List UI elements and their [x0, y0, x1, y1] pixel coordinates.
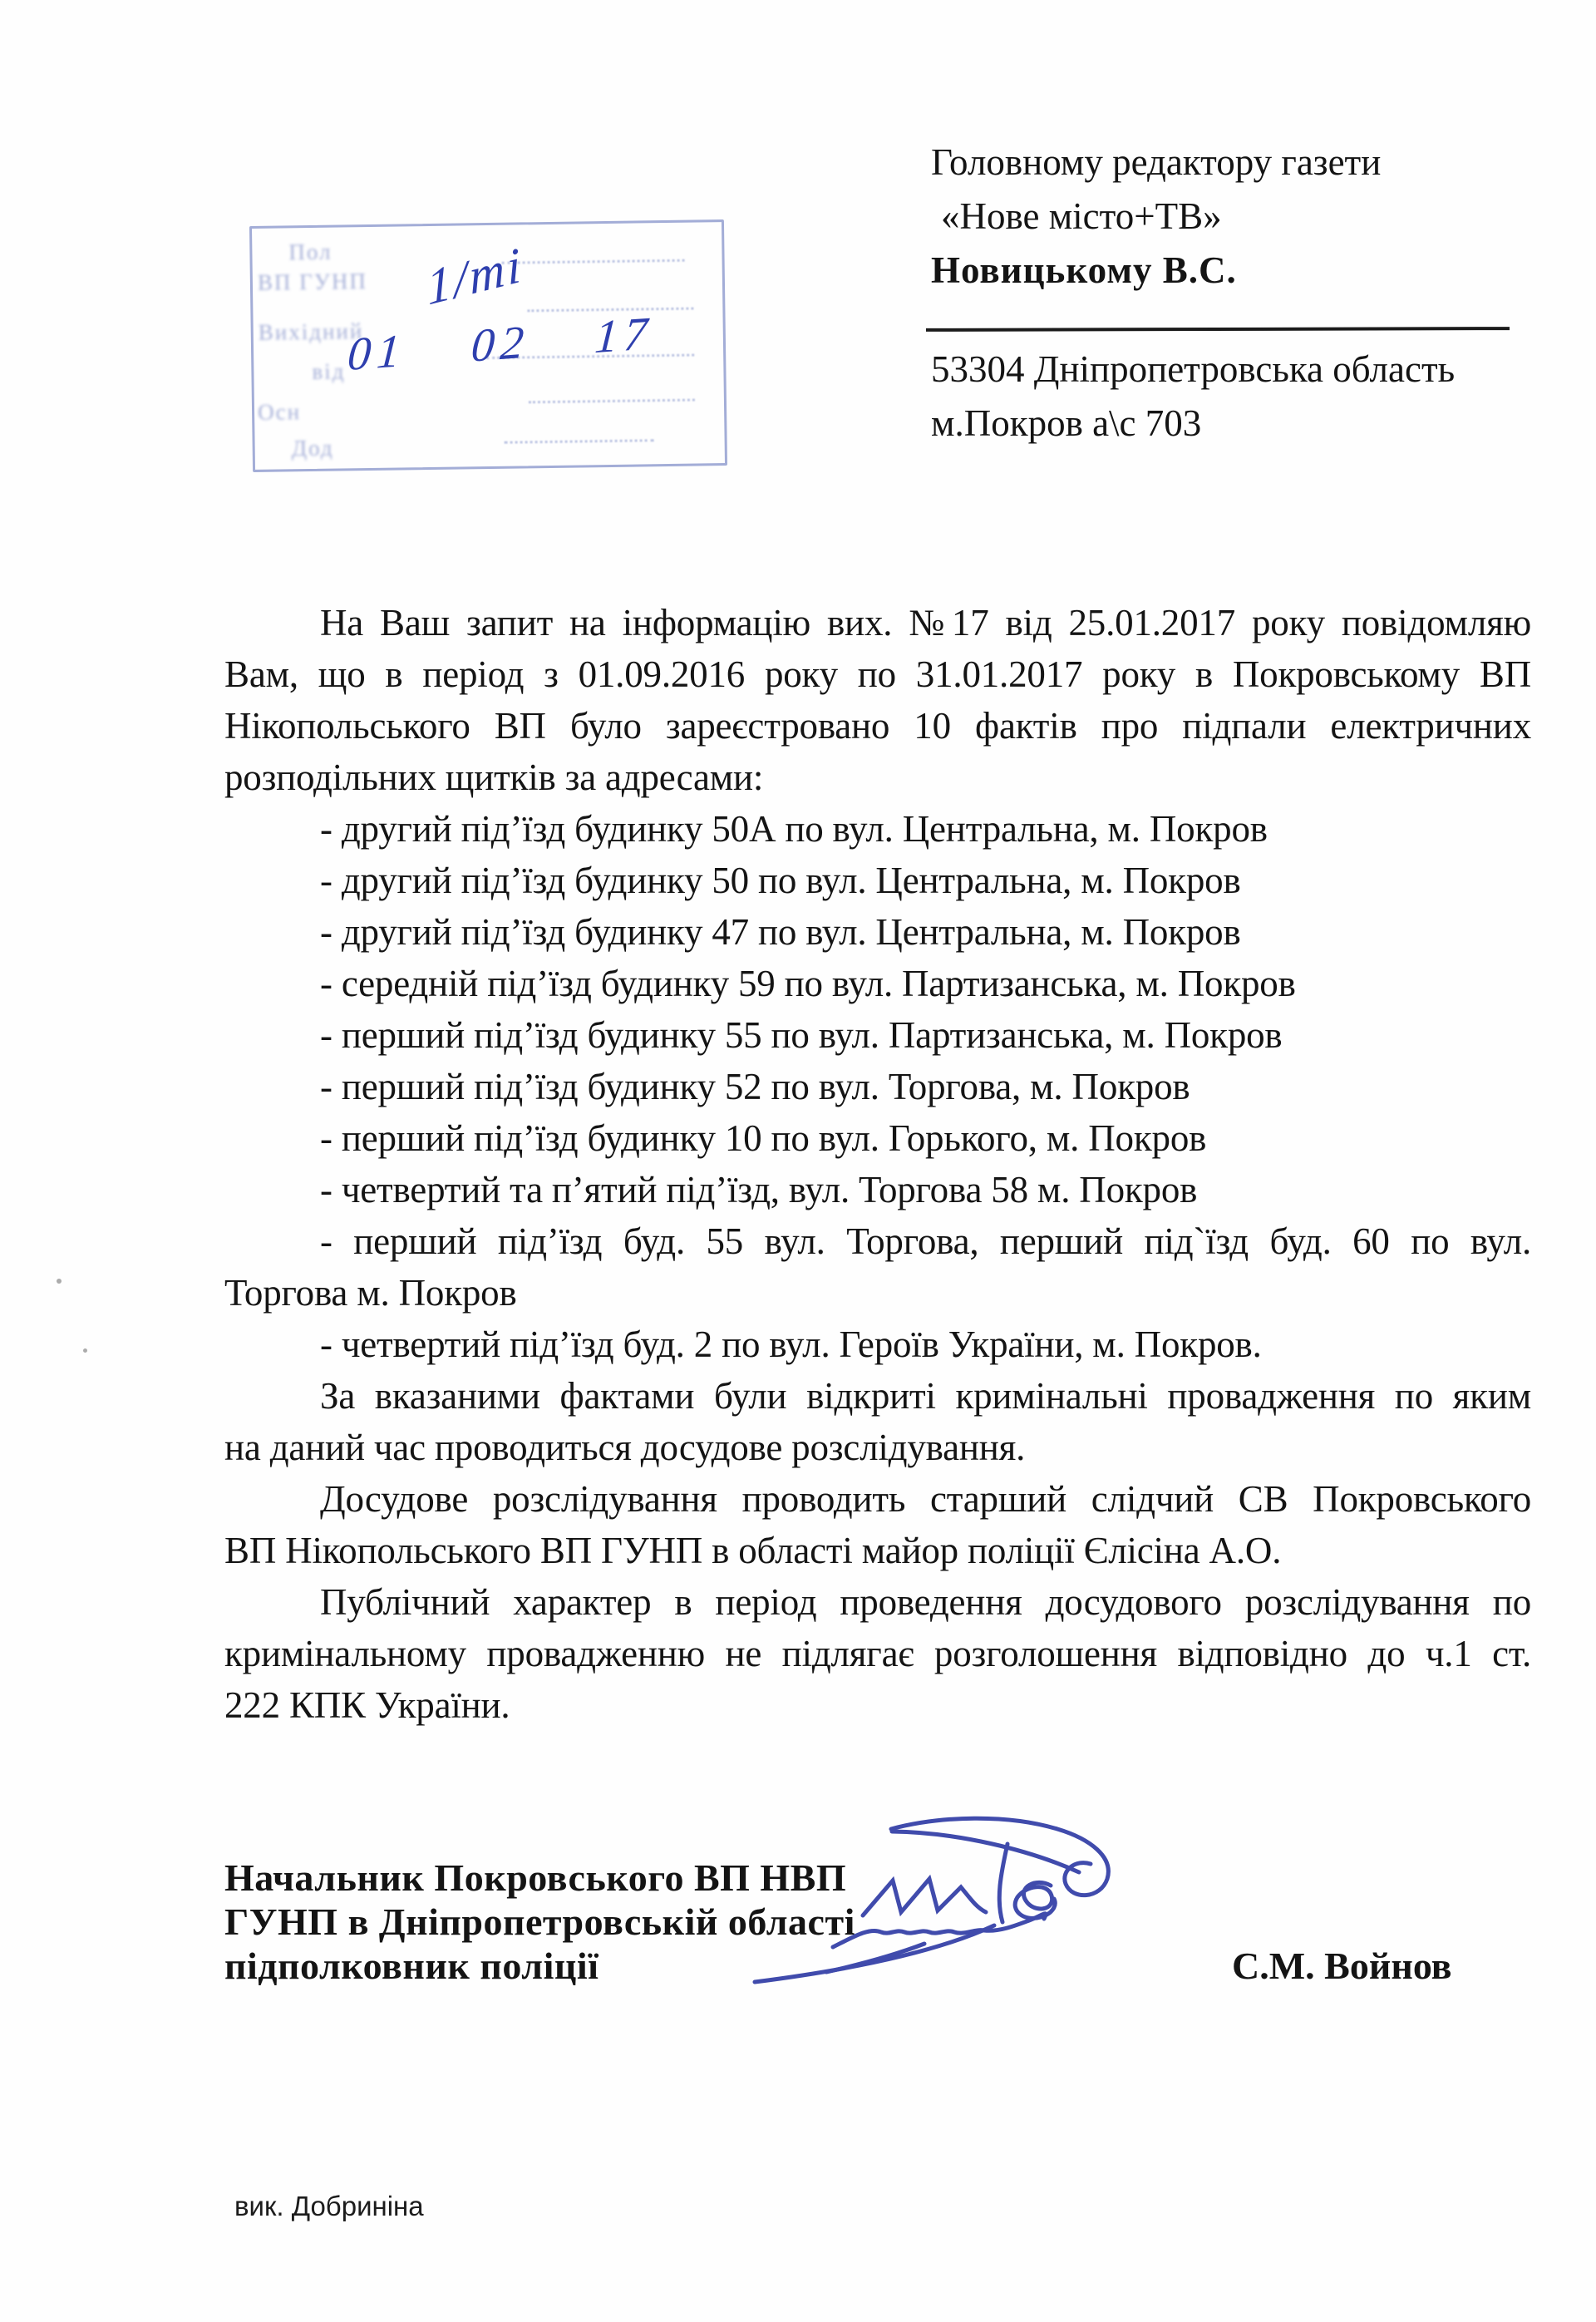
body-line: розподільних щитків за адресами:	[224, 757, 764, 798]
body-line: Публічний характер в період проведення досудового розслідування по	[320, 1581, 1531, 1623]
body-line: 222 КПК України.	[224, 1684, 510, 1726]
body-line: За вказаними фактами були відкриті кримінальні провадження по яким	[320, 1375, 1531, 1417]
addressee-region: 53304 Дніпропетровська область	[931, 348, 1456, 390]
addressee-block	[931, 136, 1564, 451]
address-list-item: - другий під’їзд будинку 47 по вул. Центральна, м. Покров	[320, 911, 1241, 953]
addressee-city: м.Покров а\с 703	[931, 402, 1202, 444]
address-list-item: - перший під’їзд будинку 10 по вул. Горького, м. Покров	[320, 1117, 1207, 1159]
address-list-item: - перший під’їзд буд. 55 вул. Торгова, перший під`їзд буд. 60 по вул.	[320, 1220, 1531, 1262]
stamp-text-fragment: Пол	[288, 239, 332, 265]
scan-speck	[83, 1348, 87, 1353]
body-line: на даний час проводиться досудове розслідування.	[224, 1427, 1026, 1468]
signer-title-line: Начальник Покровського ВП НВП	[224, 1856, 847, 1899]
stamp-text-fragment: Осн	[257, 399, 302, 425]
address-list-item: - перший під’їзд будинку 55 по вул. Партизанська, м. Покров	[320, 1014, 1283, 1056]
addressee-name: Новицькому В.С.	[931, 249, 1237, 291]
stamp-text-fragment: Вихідний	[258, 318, 364, 345]
executor-note: вик. Добриніна	[234, 2191, 424, 2221]
handwritten-registration-number: 1/ті	[425, 236, 525, 316]
address-list-item: - четвертий під’їзд буд. 2 по вул. Героїв України, м. Покров.	[320, 1324, 1262, 1365]
body-line: ВП Нікопольського ВП ГУНП в області майор поліції Єлісіна А.О.	[224, 1530, 1282, 1571]
stamp-text-fragment: від	[312, 358, 346, 384]
body-line: На Ваш запит на інформацію вих. №17 від 25.01.2017 року повідомляю	[320, 602, 1531, 643]
signer-name: С.М. Войнов	[1232, 1945, 1452, 1987]
signer-title-line: підполковник поліції	[224, 1945, 599, 1987]
addressee-org: «Нове місто+ТВ»	[941, 195, 1222, 237]
letter-body	[224, 597, 1531, 1731]
address-list-item: - другий під’їзд будинку 50А по вул. Центральна, м. Покров	[320, 808, 1268, 850]
address-list-item: - перший під’їзд будинку 52 по вул. Торгова, м. Покров	[320, 1066, 1190, 1107]
stamp-dotted-line	[502, 259, 685, 264]
stamp-dotted-line	[505, 439, 654, 444]
scan-speck	[57, 1279, 62, 1284]
address-list-item: - другий під’їзд будинку 50 по вул. Центральна, м. Покров	[320, 860, 1241, 901]
signer-title-line: ГУНП в Дніпропетровській області	[224, 1900, 855, 1943]
addressee-role: Головному редактору газети	[931, 141, 1382, 183]
body-line: Нікопольського ВП було зареєстровано 10 фактів про підпали електричних	[224, 705, 1531, 747]
body-line: кримінальному провадженню не підлягає розголошення відповідно до ч.1 ст.	[224, 1633, 1531, 1674]
body-line: Вам, що в період з 01.09.2016 року по 31.01.2017 року в Покровському ВП	[224, 653, 1531, 695]
handwritten-signature	[715, 1804, 1147, 2004]
stamp-dotted-line	[529, 399, 695, 404]
stamp-text-fragment: ВП ГУНП	[257, 269, 368, 295]
divider-line	[926, 327, 1510, 332]
address-list-item: - четвертий та п’ятий під’їзд, вул. Торгова 58 м. Покров	[320, 1169, 1198, 1210]
body-line: Досудове розслідування проводить старший слідчий СВ Покровського	[320, 1478, 1531, 1520]
address-list-item: Торгова м. Покров	[224, 1272, 517, 1314]
handwritten-date: 01 02 17	[346, 307, 655, 382]
stamp-text-fragment: Дод	[291, 435, 334, 461]
address-list-item: - середній під’їзд будинку 59 по вул. Партизанська, м. Покров	[320, 963, 1296, 1004]
